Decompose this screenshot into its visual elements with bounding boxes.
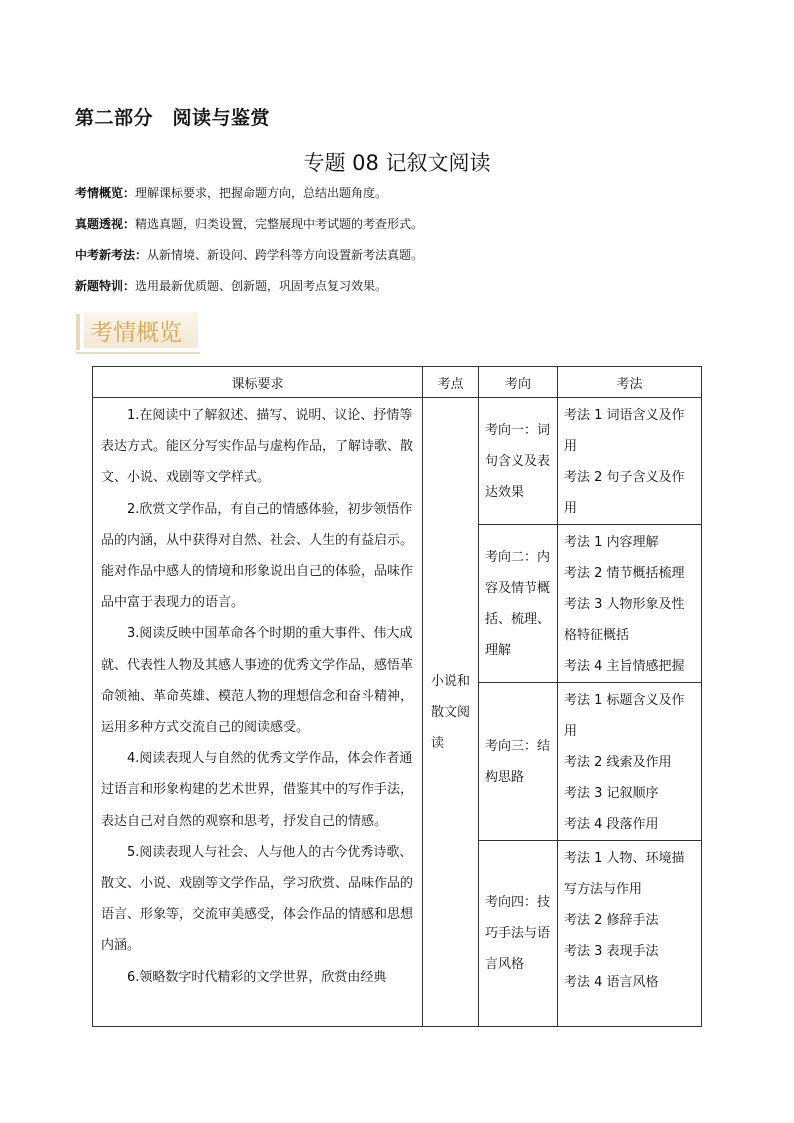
- method-item: 考法 1 内容理解: [564, 535, 659, 550]
- header-direction: 考向: [479, 367, 558, 398]
- header-method: 考法: [558, 367, 702, 398]
- method-item: 考法 4 主旨情感把握: [564, 659, 685, 674]
- intro-text: 从新情境、新设问、跨学科等方向设置新考法真题。: [147, 248, 424, 262]
- method-item: 考法 3 记叙顺序: [564, 786, 659, 801]
- method-item: 考法 3 人物形象及性格特征概括: [564, 597, 685, 643]
- part-title: 第二部分 阅读与鉴赏: [75, 107, 271, 129]
- requirement-item: 2.欣赏文学作品，有自己的情感体验，初步领悟作品的内涵，从中获得对自然、社会、人生的有益启示。能对作品中感人的情境和形象说出自己的体验，品味作品中富于表现力的语言。: [101, 501, 414, 611]
- method-item: 考法 1 人物、环境描写方法与作用: [564, 851, 685, 897]
- intro-line: [75, 279, 387, 293]
- direction-cell: 考向二：内容及情节概括、梳理、理解: [479, 525, 558, 683]
- method-item: 考法 1 词语含义及作用: [564, 408, 685, 454]
- direction-cell: 考向四：技巧手法与语言风格: [479, 841, 558, 1027]
- table-header-row: [93, 367, 702, 398]
- direction-cell: 考向三：结构思路: [479, 683, 558, 841]
- requirement-item: 4.阅读表现人与自然的优秀文学作品，体会作者通过语言和形象构建的艺术世界，借鉴其中的写作手法，表达自己对自然的观察和思考，抒发自己的情感。: [101, 751, 414, 829]
- banner-underline: [76, 352, 200, 354]
- intro-text: 精选真题，归类设置，完整展现中考试题的考查形式。: [135, 217, 424, 231]
- table-row: [93, 398, 702, 525]
- topic-title: [0, 147, 794, 177]
- intro-line: [75, 186, 387, 200]
- exam-table: [92, 366, 702, 1027]
- intro-text: 选用最新优质题、创新题，巩固考点复习效果。: [135, 279, 388, 293]
- method-cell: [558, 683, 702, 841]
- method-item: 考法 2 线索及作用: [564, 755, 672, 770]
- method-item: 考法 3 表现手法: [564, 944, 659, 959]
- requirement-item: 1.在阅读中了解叙述、描写、说明、议论、抒情等表达方式。能区分写实作品与虚构作品，了解诗歌、散文、小说、戏剧等文学样式。: [101, 408, 414, 486]
- method-item: 考法 2 情节概括梳理: [564, 566, 685, 581]
- intro-label: 新题特训：: [75, 279, 136, 293]
- header-point: 考点: [423, 367, 479, 398]
- topic-title-text: 专题 08 记叙文阅读: [303, 151, 491, 175]
- method-item: 考法 4 语言风格: [564, 975, 659, 990]
- intro-line: [75, 248, 423, 262]
- intro-label: 真题透视：: [75, 217, 136, 231]
- requirement-item: 6.领略数字时代精彩的文学世界，欣赏由经典: [127, 969, 387, 985]
- point-cell: 小说和散文阅读: [423, 398, 479, 1027]
- header-requirements: 课标要求: [93, 367, 423, 398]
- intro-label: 考情概览：: [75, 186, 136, 200]
- intro-text: 理解课标要求，把握命题方向，总结出题角度。: [135, 186, 388, 200]
- requirements-cell: [93, 398, 423, 1027]
- intro-line: [75, 217, 423, 231]
- requirement-item: 5.阅读表现人与社会、人与他人的古今优秀诗歌、散文、小说、戏剧等文学作品，学习欣赏、品味作品的语言、形象等，交流审美感受，体会作品的情感和思想内涵。: [101, 844, 414, 954]
- requirement-item: 3.阅读反映中国革命各个时期的重大事件、伟大成就、代表性人物及其感人事迹的优秀文学作品，感悟革命领袖、革命英雄、模范人物的理想信念和奋斗精神，运用多种方式交流自己的阅读感受。: [101, 626, 414, 736]
- method-cell: [558, 525, 702, 683]
- direction-cell: 考向一：词句含义及表达效果: [479, 398, 558, 525]
- method-cell: [558, 398, 702, 525]
- banner-text: 考情概览: [90, 320, 182, 346]
- method-item: 考法 1 标题含义及作用: [564, 693, 685, 739]
- method-item: 考法 2 句子含义及作用: [564, 470, 685, 516]
- section-banner: [76, 306, 200, 354]
- method-cell: [558, 841, 702, 1027]
- banner-bar: [76, 314, 80, 350]
- method-item: 考法 2 修辞手法: [564, 913, 659, 928]
- method-item: 考法 4 段落作用: [564, 817, 659, 832]
- intro-label: 中考新考法：: [75, 248, 148, 262]
